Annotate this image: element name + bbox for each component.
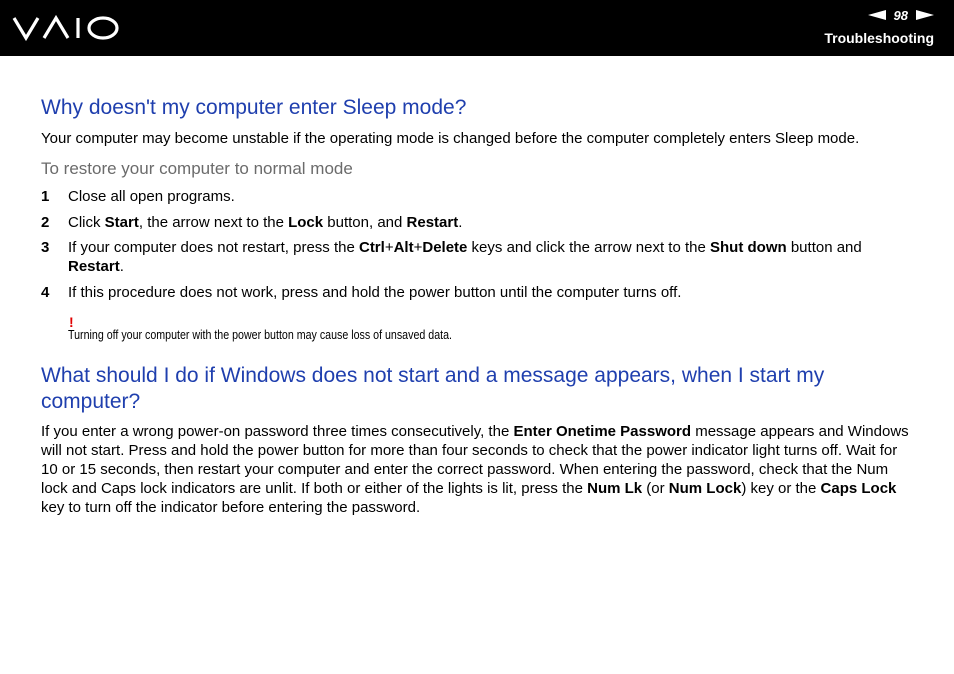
step-text: Close all open programs. [68,188,235,205]
sleep-mode-heading: Why doesn't my computer enter Sleep mode? [41,96,467,119]
windows-start-heading: What should I do if Windows does not start and a message appears, when I start my computer? [41,364,825,413]
step-text: If your computer does not restart, press the Ctrl+Alt+Delete keys and click the arrow next to the Shut down button and Restart. [68,239,862,275]
restore-subheading: To restore your computer to normal mode [41,159,353,178]
vaio-logo [12,14,122,44]
step-number: 3 [41,239,50,256]
page-navigation [868,7,934,23]
step-text: Click Start, the arrow next to the Lock button, and Restart. [68,214,463,231]
step-1 [41,187,921,206]
step-number: 2 [41,214,50,231]
section-title: Troubleshooting [824,30,934,46]
windows-start-body: If you enter a wrong power-on password three times consecutively, the Enter Onetime Password message appears and Windows will not start. Press and hold the power button for more than four seconds to check that the power indicator light turns off. Wait for 10 or 15 seconds, then restart your computer and enter the correct password. When entering the password, check that the Num lock and Caps lock indicators are unlit. If both or either of the lights is lit, press the Num Lk (or Num Lock) key or the Caps Lock key to turn off the indicator before entering the password. [41,423,909,516]
step-4 [41,283,921,302]
page-header [0,0,954,56]
step-2 [41,213,921,232]
step-3 [41,238,921,276]
sleep-mode-intro: Your computer may become unstable if the operating mode is changed before the computer completely enters Sleep mode. [41,130,860,147]
step-number: 1 [41,188,50,205]
next-page-arrow-icon[interactable] [916,10,934,20]
step-number: 4 [41,284,50,301]
step-text: If this procedure does not work, press and hold the power button until the computer turns off. [68,284,682,301]
warning-icon: ! [69,314,74,330]
previous-page-arrow-icon[interactable] [868,10,886,20]
warning-note: Turning off your computer with the power button may cause loss of unsaved data. [68,327,452,342]
page-number: 98 [893,7,908,23]
